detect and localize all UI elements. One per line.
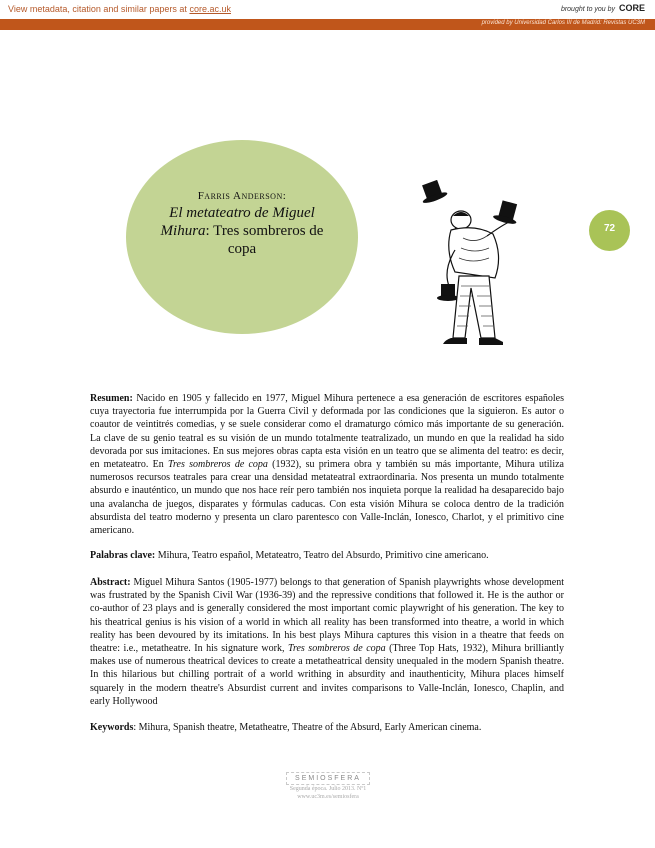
page-number-badge: 72: [589, 210, 630, 251]
journal-logo: SEMIOSFERA: [286, 772, 370, 785]
abstract-text-1: Miguel Mihura Santos (1905-1977) belongs to that generation of Spanish playwrights whose development was frustrated by the Spanish Civil War (1936-39) and the repressive conditions that followed it. He is the author or co-author of 23 plays and is generally considered the most important comic playwright of his generation. The key to his theatrical genius is his vision of a world in which all reality has been transformed into theatre, a world in which reality has been devoured by its imitations. In his best plays Mihura captures this vision in a theatre that feeds on theatre: i.e., metatheatre. In his signature work,: [90, 577, 564, 655]
provider-bar: [0, 19, 655, 30]
core-logo-text: CORE: [618, 3, 645, 13]
core-branding[interactable]: [561, 3, 645, 13]
abstract-paragraph: [90, 576, 564, 708]
abstract-text-2: (Three Top Hats, 1932), Mihura brilliantly makes use of numerous theatrical devices to create a metatheatrical density unequaled in the modern Spanish theatre. In this hilarious but chilling portrait of a world writhing in absurdity and inauthenticity, Mihura places himself squarely in the modern theatre's Absurdist current and invites comparisons to Valle-Inclán, Ionesco, Chaplin, and early Hollywood: [90, 643, 564, 707]
palabras-clave: [90, 549, 564, 562]
title-rest: : Tres sombreros de copa: [205, 223, 324, 257]
title-italic: El metateatro de Miguel Mihura: [160, 205, 315, 239]
resumen-text-2: (1932), su primera obra y también su más importante, Mihura utiliza numerosos recursos teatrales para crear una densidad metateatral extraordinaria. Nos presenta un mundo totalmente absurdo e inauténtico, un mundo que nos hace reír pero también nos inquieta porque la realidad ha desaparecido bajo una avalancha de juegos, disparates y fórmulas caducas. Con esta visión Mihura se coloca dentro de la tradición absurdista del teatro moderno y presenta un claro parentesco con Valle-Inclán, Ionesco, Charlot, y el primitivo cine americano.: [90, 459, 564, 537]
keywords: [90, 721, 564, 734]
palabras-label: Palabras clave:: [90, 550, 156, 561]
core-header: [0, 0, 655, 19]
resumen-paragraph: [90, 392, 564, 537]
resumen-text-1: Nacido en 1905 y fallecido en 1977, Miguel Mihura pertenece a esa generación de escritores españoles cuya trayectoria fue interrumpida por la Guerra Civil y deformada por las condiciones que la siguieron. Es autor o coautor de veintitrés comedias, y se suele considerar como el dramaturgo cómico más importante de su generación. La clave de su genio teatral es su visión de un mundo totalmente teatralizado, un mundo en que la realidad ha sido devorada por sus imitaciones. En sus mejores obras capta esta visión en un teatro que se alimenta del teatro: es decir, en metateatro. En: [90, 393, 564, 471]
article-author: Farris Anderson:: [197, 190, 287, 202]
abstract-label: Abstract:: [90, 577, 131, 588]
keywords-label: Keywords: [90, 722, 134, 733]
journal-footer: [276, 767, 380, 801]
brought-by-text: brought to you by: [560, 6, 616, 13]
metadata-notice: [8, 4, 231, 14]
article-title: [146, 204, 338, 258]
palabras-text: Mihura, Teatro español, Metateatro, Teatro del Absurdo, Primitivo cine americano.: [155, 550, 489, 561]
top-hat-man-illustration-icon: [415, 180, 525, 360]
core-link[interactable]: core.ac.uk: [189, 4, 231, 14]
resumen-label: Resumen:: [90, 393, 133, 404]
metadata-text: View metadata, citation and similar papers at: [8, 4, 187, 14]
journal-url[interactable]: www.uc3m.es/semiosfera: [297, 794, 359, 800]
resumen-work-title: Tres sombreros de copa: [167, 459, 268, 471]
keywords-text: : Mihura, Spanish theatre, Metatheatre, Theatre of the Absurd, Early American cinema.: [133, 722, 482, 733]
article-title-block: [146, 190, 338, 258]
abstract-work-title: Tres sombreros de copa: [287, 643, 386, 655]
provider-text[interactable]: provided by Universidad Carlos III de Madrid: Revistas UC3M: [481, 20, 645, 26]
journal-issue: Segunda época. Julio 2013. Nº1: [289, 786, 367, 792]
